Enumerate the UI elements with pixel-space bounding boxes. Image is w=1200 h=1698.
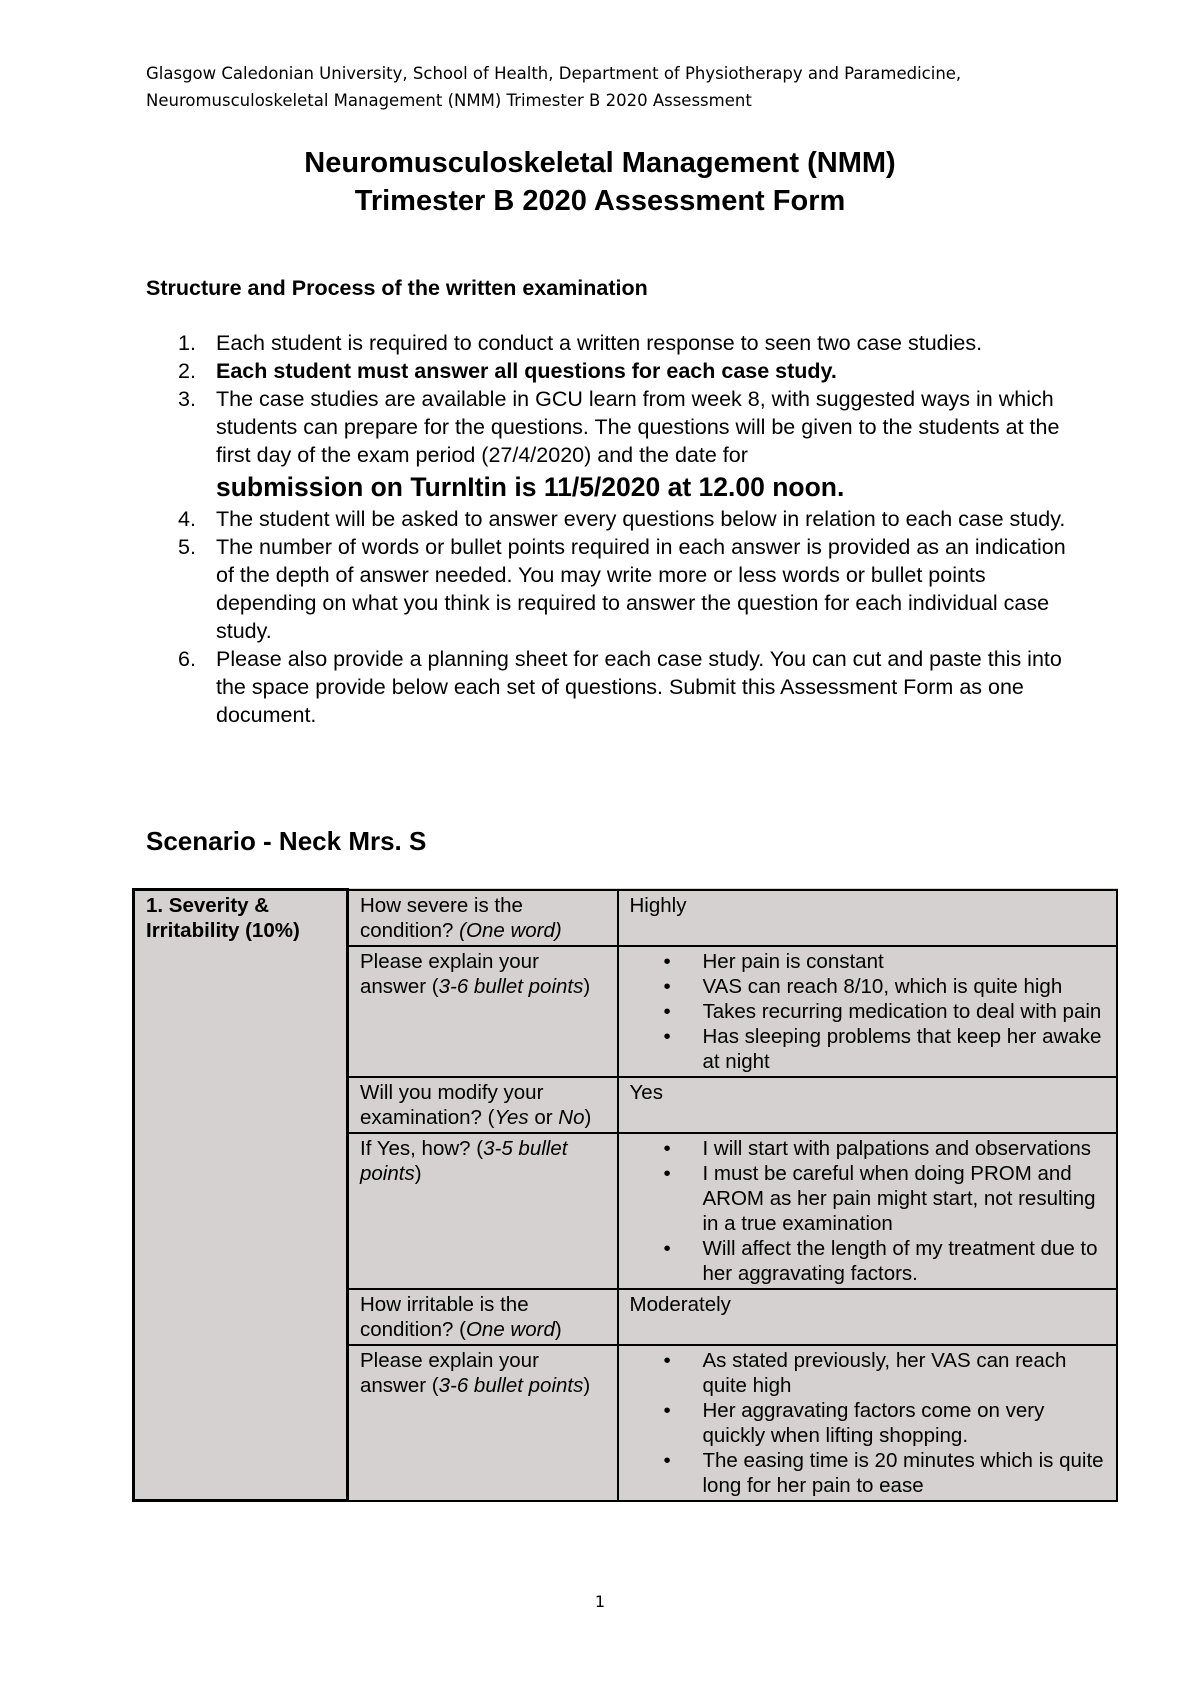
- instruction-number: 3.: [178, 387, 196, 411]
- instruction-item: [146, 357, 1086, 385]
- scenario-heading: Scenario - Neck Mrs. S: [146, 826, 427, 856]
- instruction-text: Please also provide a planning sheet for each case study. You can cut and paste this into the space provide below each set of questions. Submit this Assessment Form as one document.: [216, 647, 1062, 727]
- document-title-line-1: Neuromusculoskeletal Management (NMM): [304, 147, 896, 179]
- instruction-number: 4.: [178, 507, 196, 531]
- question-text: ): [583, 974, 591, 998]
- table-row: [134, 890, 1117, 946]
- answer-bullet: • VAS can reach 8/10, which is quite high: [630, 974, 1105, 999]
- running-header: [146, 60, 961, 114]
- instruction-text: Each student must answer all questions for each case study.: [216, 359, 837, 383]
- answer-cell[interactable]: [618, 1133, 1117, 1289]
- question-hint: 3-6 bullet points: [438, 1373, 584, 1397]
- answer-bullets: [630, 1136, 1105, 1286]
- section-heading: Structure and Process of the written examination: [146, 276, 648, 300]
- question-cell: [348, 1077, 618, 1133]
- instruction-item: [146, 385, 1086, 505]
- answer-bullet: • Will affect the length of my treatment due to her aggravating factors.: [630, 1236, 1105, 1286]
- instruction-item: [146, 645, 1086, 729]
- instruction-number: 5.: [178, 535, 196, 559]
- instruction-item: [146, 533, 1086, 645]
- instruction-number: 6.: [178, 647, 196, 671]
- question-text: How severe is the condition?: [360, 893, 523, 942]
- document-title-line-2: Trimester B 2020 Assessment Form: [354, 185, 846, 217]
- question-hint: Yes: [494, 1105, 529, 1129]
- running-header-line-2: Neuromusculoskeletal Management (NMM) Trimester B 2020 Assessment: [146, 91, 752, 110]
- instructions-list: [146, 329, 1086, 729]
- answer-cell[interactable]: Yes: [618, 1077, 1117, 1133]
- running-header-line-1: Glasgow Caledonian University, School of Health, Department of Physiotherapy and Paramedicine,: [146, 64, 962, 83]
- question-hint: (One word): [459, 918, 562, 942]
- answer-cell[interactable]: Highly: [618, 890, 1117, 946]
- question-hint: No: [558, 1105, 585, 1129]
- answer-bullet: • The easing time is 20 minutes which is quite long for her pain to ease: [630, 1448, 1105, 1498]
- question-hint: 3-5 bullet points: [360, 1136, 568, 1185]
- submission-deadline: submission on TurnItin is 11/5/2020 at 12.00 noon.: [216, 472, 845, 502]
- answer-cell[interactable]: [618, 1345, 1117, 1501]
- instruction-item: [146, 505, 1086, 533]
- instruction-text: Each student is required to conduct a written response to seen two case studies.: [216, 331, 983, 355]
- question-cell: [348, 1289, 618, 1345]
- instruction-number: 1.: [178, 331, 196, 355]
- assessment-table: [132, 888, 1118, 1502]
- answer-bullet: • As stated previously, her VAS can reach quite high: [630, 1348, 1105, 1398]
- instruction-text: The student will be asked to answer every questions below in relation to each case study.: [216, 507, 1066, 531]
- answer-bullet: • Has sleeping problems that keep her awake at night: [630, 1024, 1105, 1074]
- instruction-item: [146, 329, 1086, 357]
- question-text: ): [584, 1105, 592, 1129]
- instruction-number: 2.: [178, 359, 196, 383]
- answer-cell[interactable]: [618, 946, 1117, 1077]
- question-hint: One word: [465, 1317, 555, 1341]
- question-cell: [348, 946, 618, 1077]
- answer-bullet: • Her pain is constant: [630, 949, 1105, 974]
- question-text: How irritable is the condition? (: [360, 1292, 529, 1341]
- question-cell: [348, 890, 618, 946]
- answer-bullet: • Her aggravating factors come on very quickly when lifting shopping.: [630, 1398, 1105, 1448]
- question-text: Will you modify your examination? (: [360, 1080, 544, 1129]
- question-text: or: [528, 1105, 559, 1129]
- question-text: ): [414, 1161, 422, 1185]
- question-hint: 3-6 bullet points: [438, 974, 584, 998]
- question-text: Please explain your answer (: [360, 1348, 539, 1397]
- document-title: [0, 144, 1200, 220]
- instruction-text: The number of words or bullet points required in each answer is provided as an indication of the depth of answer needed. You may write more or less words or bullet points depending on what you think is required to answer the question for each individual case study.: [216, 535, 1066, 643]
- answer-bullet: • I will start with palpations and observations: [630, 1136, 1105, 1161]
- section-label-cell: 1. Severity & Irritability (10%): [134, 890, 348, 1501]
- answer-bullet: • I must be careful when doing PROM and AROM as her pain might start, not resulting in a true examination: [630, 1161, 1105, 1236]
- page-number: 1: [594, 1592, 606, 1611]
- question-text: Please explain your answer (: [360, 949, 539, 998]
- question-text: ): [583, 1373, 591, 1397]
- answer-bullet: • Takes recurring medication to deal with pain: [630, 999, 1105, 1024]
- question-text: ): [554, 1317, 562, 1341]
- instruction-text: The case studies are available in GCU learn from week 8, with suggested ways in which students can prepare for the questions. The questions will be given to the students at the first day of the exam period (27/4/2020) and the date for: [216, 387, 1060, 467]
- question-cell: [348, 1345, 618, 1501]
- answer-bullets: [630, 1348, 1105, 1498]
- question-cell: [348, 1133, 618, 1289]
- answer-cell[interactable]: Moderately: [618, 1289, 1117, 1345]
- question-text: If Yes, how? (: [360, 1136, 484, 1160]
- answer-bullets: [630, 949, 1105, 1074]
